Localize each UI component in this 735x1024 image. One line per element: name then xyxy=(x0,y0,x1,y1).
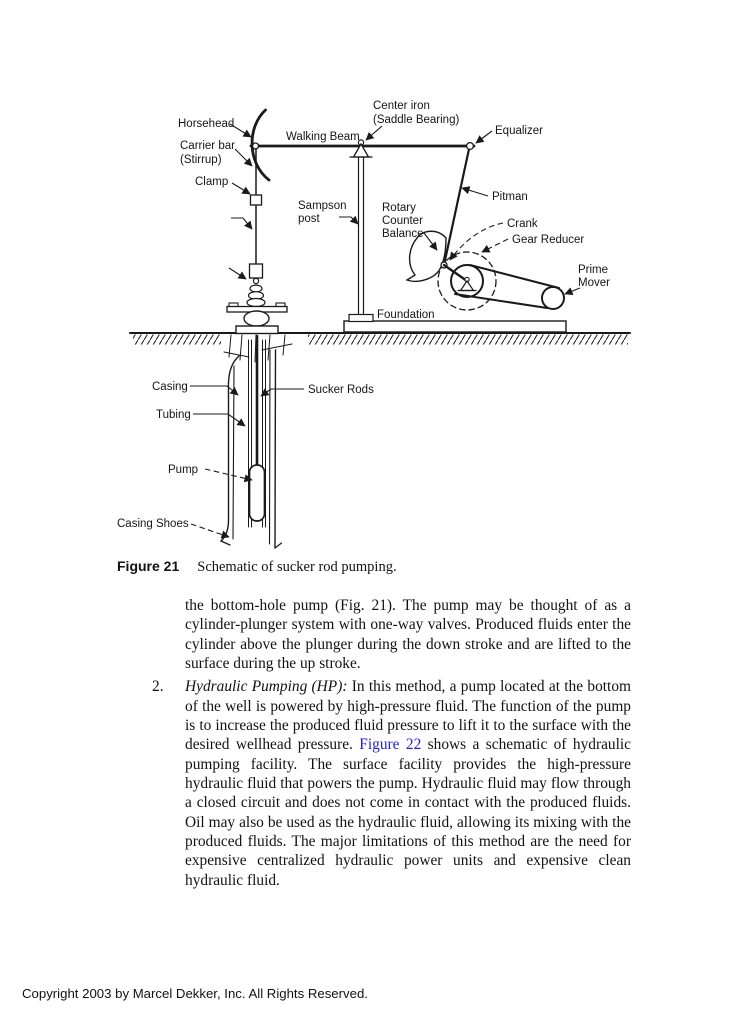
list-item-paragraph xyxy=(185,677,631,890)
figure-caption-number: Figure 21 xyxy=(117,558,180,574)
label-clamp: Clamp xyxy=(195,176,229,188)
foundation-slab xyxy=(344,321,566,332)
label-pitman: Pitman xyxy=(492,191,528,203)
paragraph-pump-continuation: the bottom-hole pump (Fig. 21). The pump may be thought of as a cylinder-plunger system with one-way valves. Produced fluids enter the cylinder above the plunger during the down stroke and are lifted to the surface during the up stroke. xyxy=(185,597,631,673)
item-text-before-link: In this method, a pump located at the bottom of the well is powered by high-pressure fluid. The function of the pump is to increase the produced fluid pressure to lift it to the surface with the desired wellhead pressure. xyxy=(185,678,631,754)
casing-shoe-right xyxy=(275,543,282,548)
label-rotary-counter-balance-2: Counter xyxy=(382,215,423,227)
list-item-number: 2. xyxy=(152,678,164,696)
label-center-iron-2: (Saddle Bearing) xyxy=(373,114,460,126)
label-sampson-post-2: post xyxy=(298,213,320,225)
label-prime-mover-2: Mover xyxy=(578,277,610,289)
stuffing-box-shape xyxy=(247,264,265,307)
clamp-shape xyxy=(251,195,262,205)
belt-lower xyxy=(455,294,547,308)
label-carrier-bar-2: (Stirrup) xyxy=(180,154,222,166)
wellhead xyxy=(227,149,287,334)
sampson-post-shape xyxy=(349,157,373,322)
label-casing-shoes: Casing Shoes xyxy=(117,518,189,530)
pitman-shape xyxy=(444,149,469,265)
label-sampson-post: Sampson xyxy=(298,200,347,212)
item-text-after-link: shows a schematic of hydraulic pumping facility. The surface facility provides the high-pressure hydraulic fluid that powers the pump. Hydraulic fluid may flow through a closed circuit and does not come in contact with the produced fluids. Oil may also be used as the hydraulic fluid, allowing its mixing with the produced fluids. The major limitations of this method are the need for expensive centralized hydraulic power units and expensive clean hydraulic fluid. xyxy=(185,736,632,889)
label-pump: Pump xyxy=(168,464,199,476)
label-walking-beam: Walking Beam xyxy=(286,131,360,143)
label-sucker-rods: Sucker Rods xyxy=(308,384,374,396)
figure-22-link[interactable]: Figure 22 xyxy=(359,736,422,754)
label-carrier-bar: Carrier bar xyxy=(180,140,235,152)
copyright-line: Copyright 2003 by Marcel Dekker, Inc. All Rights Reserved. xyxy=(22,986,368,1001)
ground xyxy=(130,321,630,345)
label-rotary-counter-balance-3: Balance xyxy=(382,228,424,240)
pump-shape xyxy=(250,465,265,521)
ground-hatch-right xyxy=(308,335,628,345)
prime-mover-shape xyxy=(542,287,564,309)
label-equalizer: Equalizer xyxy=(495,125,543,137)
label-gear-reducer: Gear Reducer xyxy=(512,234,585,246)
label-crank: Crank xyxy=(507,218,538,230)
list-item-hydraulic-pumping xyxy=(152,677,632,890)
equalizer-shape xyxy=(467,143,474,150)
casing-shoe-left xyxy=(221,541,230,545)
body-text-block xyxy=(152,596,632,890)
figure-caption xyxy=(117,558,397,576)
figure-caption-text: Schematic of sucker rod pumping. xyxy=(197,559,397,575)
ground-hatch-left xyxy=(133,335,221,345)
label-prime-mover: Prime xyxy=(578,264,609,276)
label-tubing: Tubing xyxy=(156,409,191,421)
hydraulic-pumping-lead: Hydraulic Pumping (HP): xyxy=(185,678,348,696)
label-center-iron: Center iron xyxy=(373,100,430,112)
casing-left-shape xyxy=(221,356,239,541)
label-rotary-counter-balance: Rotary xyxy=(382,202,416,214)
well-underground xyxy=(221,335,292,548)
casing-right-shape xyxy=(275,350,276,548)
label-casing: Casing xyxy=(152,381,188,393)
label-horsehead: Horsehead xyxy=(178,118,235,130)
label-foundation: Foundation xyxy=(377,309,435,321)
